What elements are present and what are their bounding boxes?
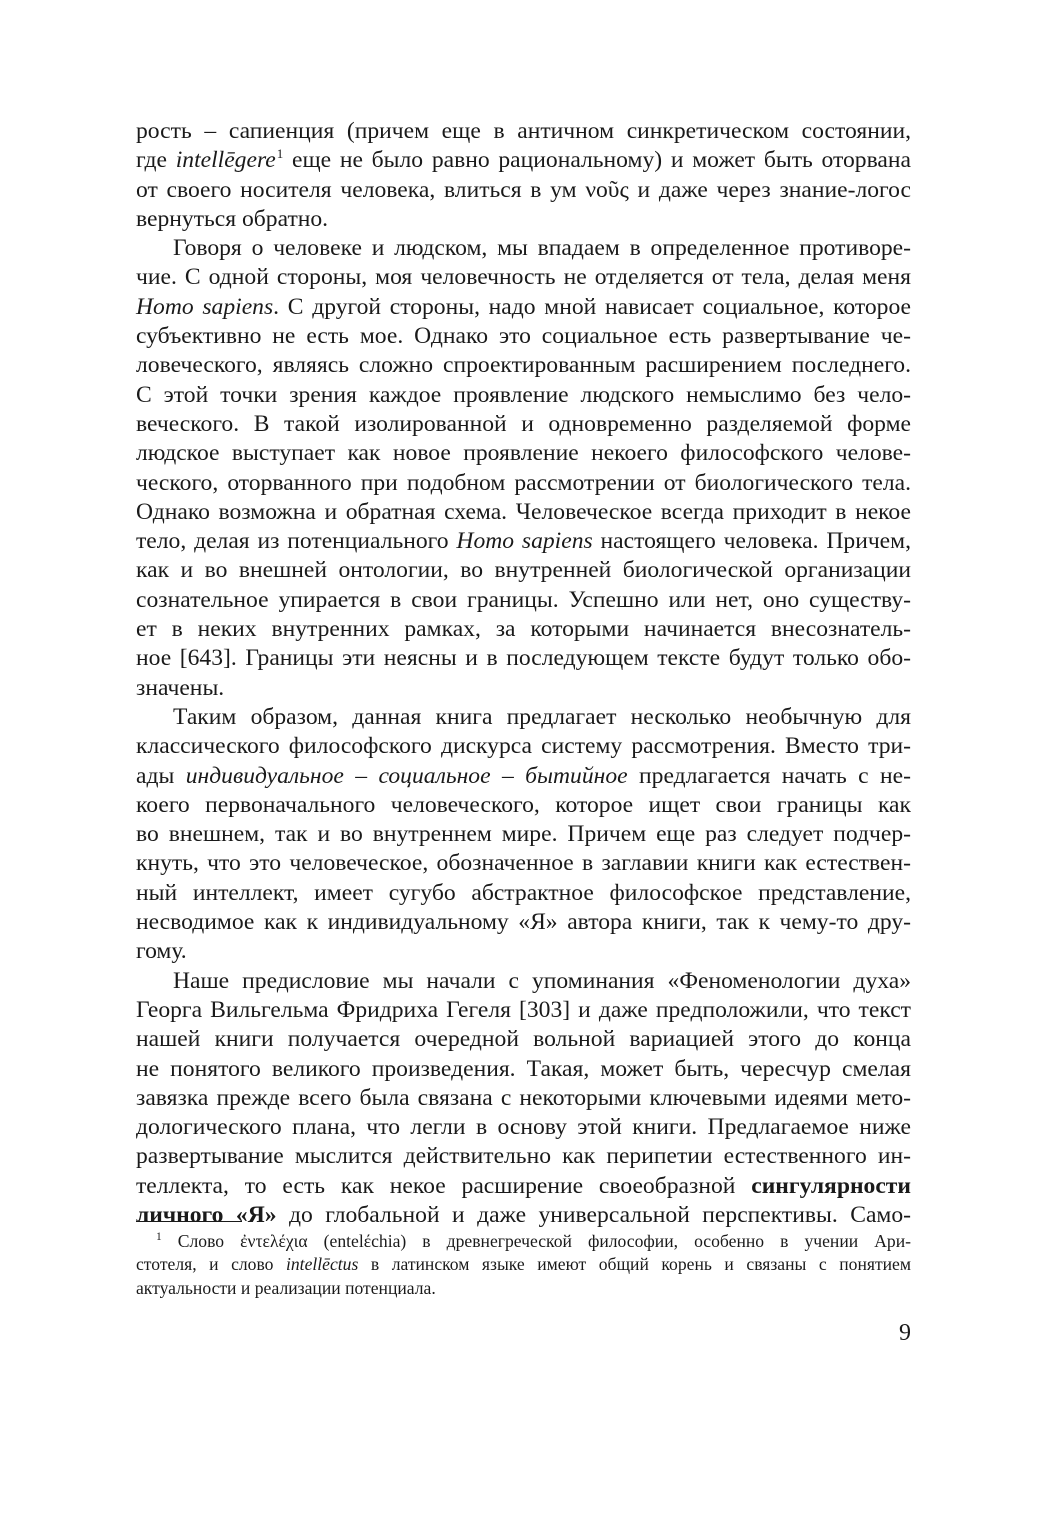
text-line: во внешнем, так и во внутреннем мире. Причем еще раз следует подчер-: [136, 821, 911, 848]
text-line: от своего носителя человека, влиться в ум νοῦς и даже через знание-логос: [136, 176, 911, 203]
text-line: где intellēgere$^1$ еще не было равно рациональному) и может быть оторвана: [136, 146, 911, 174]
text-line: ет в неких внутренних рамках, за которыми начинается внесознатель-: [136, 616, 911, 643]
page-number: 9: [899, 1320, 911, 1346]
text-line: Наше предисловие мы начали с упоминания «Феноменологии духа»: [173, 967, 911, 994]
text-line: гому.: [136, 938, 187, 965]
main-text: [136, 117, 911, 1230]
text-line: ловеческого, являясь сложно спроектированным расширением последнего.: [136, 352, 911, 379]
text-line: ады индивидуальное – социальное – бытийное предлагается начать с не-: [136, 762, 911, 789]
italic-term: Homo sapiens: [136, 293, 274, 320]
text-line: несводимое как к индивидуальному «Я» автора книги, так к чему-то дру-: [136, 909, 911, 936]
footnote: [136, 1230, 911, 1300]
text-line: теллекта, то есть как некое расширение своеобразной сингулярности: [136, 1172, 911, 1199]
paragraph: [136, 967, 911, 1231]
text-line: как и во внешней онтологии, во внутренней биологической организации: [136, 557, 911, 584]
footnote-separator: [136, 1221, 242, 1222]
text-line: чие. С одной стороны, моя человечность не отделяется от тела, делая меня: [136, 264, 911, 291]
text-line: развертывание мыслится действительно как перипетии естественного ин-: [136, 1143, 911, 1170]
text-line: ный интеллект, имеет сугубо абстрактное философское представление,: [136, 879, 911, 906]
text-line: тело, делая из потенциального Homo sapiens настоящего человека. Причем,: [136, 528, 911, 555]
footnote-reference: 1: [276, 146, 284, 162]
footnote-line: $^1$ Слово ἐντελέχια (entelέchia) в древнегреческой философии, особенно в учении Ари-: [156, 1231, 911, 1251]
text-line: Говоря о человеке и людском, мы впадаем в определенное противоре-: [173, 235, 911, 262]
text-line: коего первоначального человеческого, которое ищет свои границы как: [136, 791, 911, 818]
text-line: ное [643]. Границы эти неясны и в последующем тексте будут только обо-: [136, 645, 911, 672]
footnote-line: стотеля, и слово intellēctus в латинском языке имеют общий корень и связаны с понятием: [136, 1254, 911, 1275]
text-line: не понятого великого произведения. Такая, может быть, чересчур смелая: [136, 1055, 911, 1082]
text-line: Таким образом, данная книга предлагает несколько необычную для: [173, 703, 911, 730]
paragraph: [136, 703, 911, 967]
text-line: людское выступает как новое проявление некоего философского челове-: [136, 440, 911, 467]
text-line: сознательное упирается в свои границы. Успешно или нет, оно существу-: [136, 586, 911, 613]
text-line: Георга Вильгельма Фридриха Гегеля [303] и даже предположили, что текст: [136, 996, 911, 1023]
text-line: Homo sapiens. С другой стороны, надо мной нависает социальное, которое: [136, 293, 911, 320]
text-line: Однако возможна и обратная схема. Человеческое всегда приходит в некое: [136, 498, 911, 525]
text-line: рость – сапиенция (причем еще в античном синкретическом состоянии,: [136, 118, 911, 144]
italic-term: intellēctus: [286, 1254, 359, 1275]
text-line: дологического плана, что легли в основу этой книги. Предлагаемое ниже: [136, 1114, 911, 1141]
italic-term: intellēgere: [175, 147, 276, 174]
text-line: значены.: [136, 674, 225, 701]
text-line: ческого, оторванного при подобном рассмотрении от биологического тела.: [136, 469, 911, 496]
italic-term: индивидуальное – социальное – бытийное: [185, 762, 628, 789]
text-line: личного «Я» до глобальной и даже универсальной перспективы. Само-: [136, 1201, 911, 1228]
paragraph: [136, 234, 911, 703]
text-line: С этой точки зрения каждое проявление людского немыслимо без чело-: [136, 381, 911, 408]
text-line: нашей книги получается очередной вольной вариацией этого до конца: [136, 1026, 911, 1053]
footnote-line: актуальности и реализации потенциала.: [136, 1277, 436, 1298]
italic-term: Homo sapiens: [456, 528, 593, 555]
text-line: веческого. В такой изолированной и одновременно разделяемой форме: [136, 410, 911, 437]
text-line: вернуться обратно.: [136, 205, 329, 232]
bold-term: личного «Я»: [136, 1201, 277, 1228]
text-line: кнуть, что это человеческое, обозначенное в заглавии книги как естествен-: [136, 850, 911, 877]
bold-term: сингулярности: [751, 1172, 911, 1199]
paragraph: [136, 117, 911, 234]
text-line: завязка прежде всего была связана с некоторыми ключевыми идеями мето-: [136, 1084, 911, 1111]
text-line: субъективно не есть мое. Однако это социальное есть развертывание че-: [136, 323, 911, 350]
text-line: классического философского дискурса систему рассмотрения. Вместо три-: [136, 733, 911, 760]
footnote-marker: 1: [156, 1231, 162, 1243]
